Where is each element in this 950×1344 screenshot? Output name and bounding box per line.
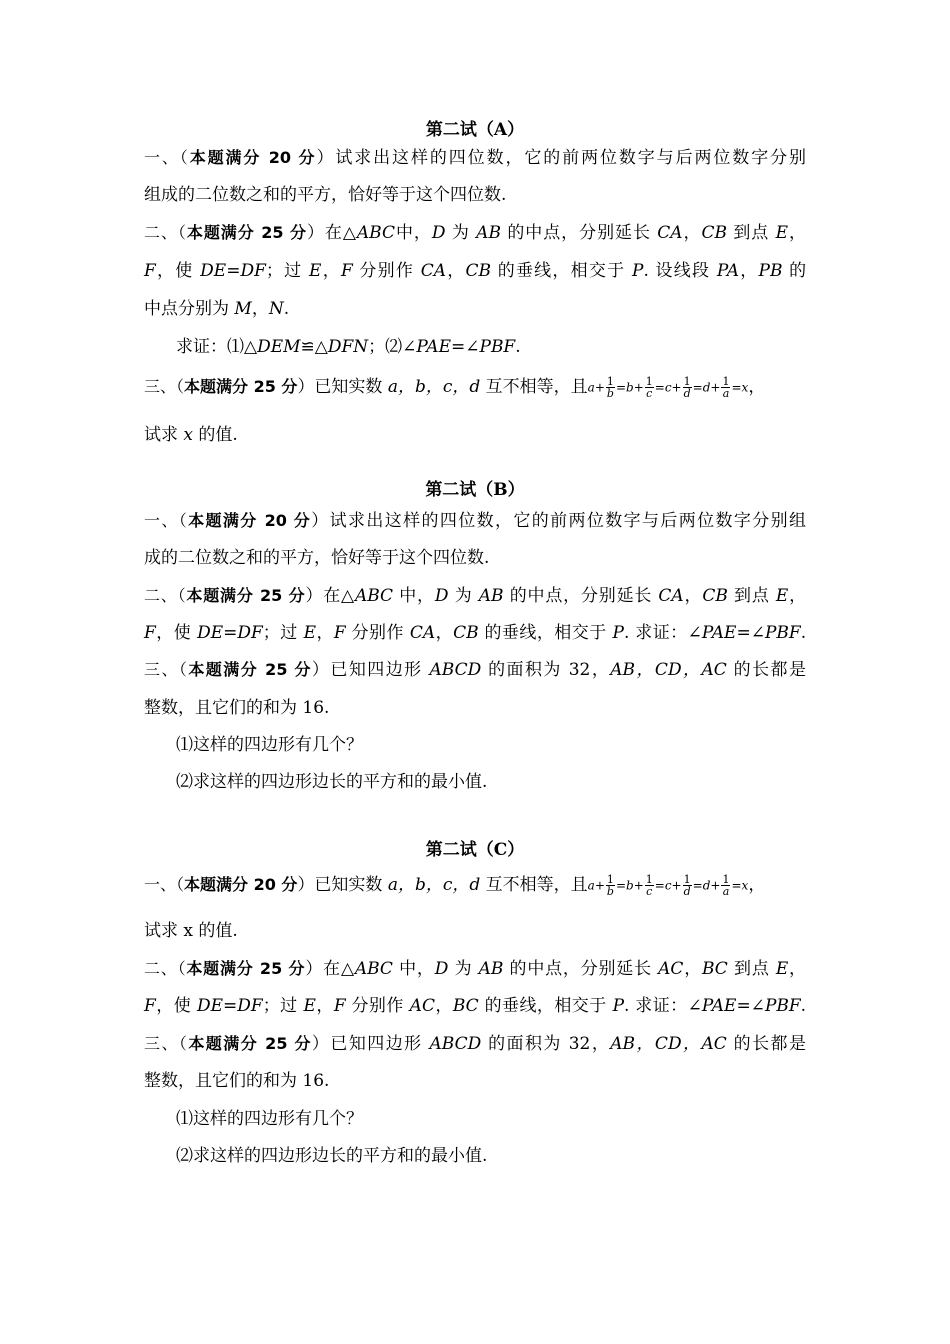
section-b-title: 第二试（B） [425,480,525,500]
b-q1-line1: 一、（本题满分 20 分）试求出这样的四位数，它的前两位数字与后两位数字分别组 [144,511,806,531]
a-q1-line2: 组成的二位数之和的平方，恰好等于这个四位数. [144,185,507,205]
b-q1-points: 本题满分 20 分 [188,511,312,530]
c-q2-points: 本题满分 25 分 [186,959,306,978]
section-a-title: 第二试（A） [425,120,525,140]
a-q2-line2: F，使 DE=DF；过 E，F 分别作 CA，CB 的垂线，相交于 P. 设线段 PA，PB 的 [144,261,807,281]
a-q3-points: 本题满分 25 分 [184,377,298,396]
b-q3-line2: 整数，且它们的和为 16. [144,698,330,718]
a-q3-line2: 试求 x 的值. [144,425,238,445]
b-q1-line2: 成的二位数之和的平方，恰好等于这个四位数. [144,548,490,568]
section-c-title: 第二试（C） [425,840,525,860]
c-q1-equation: a+ $\frac{1}{b}$ =b+ $\frac{1}{c}$ =c+ $\frac{1}{d}$ =d+ $\frac{1}{a}$ =x [587,873,749,898]
c-q3-line1: 三、（本题满分 25 分）已知四边形 ABCD 的面积为 32，AB，CD，AC 的长都是 [144,1034,806,1054]
b-q3-sub2: ⑵求这样的四边形边长的平方和的最小值. [176,772,488,792]
c-q1-line2: 试求 x 的值. [144,921,238,941]
b-q3-line1: 三、（本题满分 25 分）已知四边形 ABCD 的面积为 32，AB，CD，AC 的长都是 [144,660,806,680]
a-q2-line3: 中点分别为 M，N. [144,299,290,319]
b-q2-line1: 二、（本题满分 25 分）在△ABC 中，D 为 AB 的中点，分别延长 CA，CB 到点 E， [144,586,807,606]
c-q2-line1: 二、（本题满分 25 分）在△ABC 中，D 为 AB 的中点，分别延长 AC，BC 到点 E， [144,959,807,979]
c-q3-points: 本题满分 25 分 [188,1034,312,1053]
c-q3-line2: 整数，且它们的和为 16. [144,1071,330,1091]
c-q1-line1: 一、（本题满分 20 分）已知实数 a，b，c，d 互不相等，且a+ $\frac{1}{b}$ =b+ $\frac{1}{c}$ =c+ $\frac{1}{d}$ =d+ $\frac{1}{a}$ =x， [144,873,766,898]
a-q2-line1: 二、（本题满分 25 分）在△ABC中，D 为 AB 的中点，分别延长 CA，CB 到点 E， [144,223,806,243]
a-q2-prove: 求证：⑴△DEM≌△DFN；⑵∠PAE=∠PBF. [176,337,521,357]
a-q1-line1: 一、（本题满分 20 分）试求出这样的四位数，它的前两位数字与后两位数字分别 [144,148,806,168]
b-q3-sub1: ⑴这样的四边形有几个？ [176,735,363,755]
a-q1-points: 本题满分 20 分 [189,148,317,167]
b-q2-points: 本题满分 25 分 [186,586,306,605]
b-q3-points: 本题满分 25 分 [188,660,312,679]
b-q2-line2: F，使 DE=DF；过 E，F 分别作 CA，CB 的垂线，相交于 P. 求证：∠PAE=∠PBF. [144,623,807,643]
a-q3-line1: 三、（本题满分 25 分）已知实数 a，b，c，d 互不相等，且a+ $\frac{1}{b}$ =b+ $\frac{1}{c}$ =c+ $\frac{1}{d}$ =d+ $\frac{1}{a}$ =x， [144,375,766,400]
c-q3-sub2: ⑵求这样的四边形边长的平方和的最小值. [176,1146,488,1166]
a-q3-equation: a+ $\frac{1}{b}$ =b+ $\frac{1}{c}$ =c+ $\frac{1}{d}$ =d+ $\frac{1}{a}$ =x [587,375,749,400]
c-q1-points: 本题满分 20 分 [184,875,298,894]
c-q2-line2: F，使 DE=DF；过 E，F 分别作 AC，BC 的垂线，相交于 P. 求证：∠PAE=∠PBF. [144,996,807,1016]
c-q3-sub1: ⑴这样的四边形有几个？ [176,1109,363,1129]
a-q2-points: 本题满分 25 分 [186,223,307,242]
